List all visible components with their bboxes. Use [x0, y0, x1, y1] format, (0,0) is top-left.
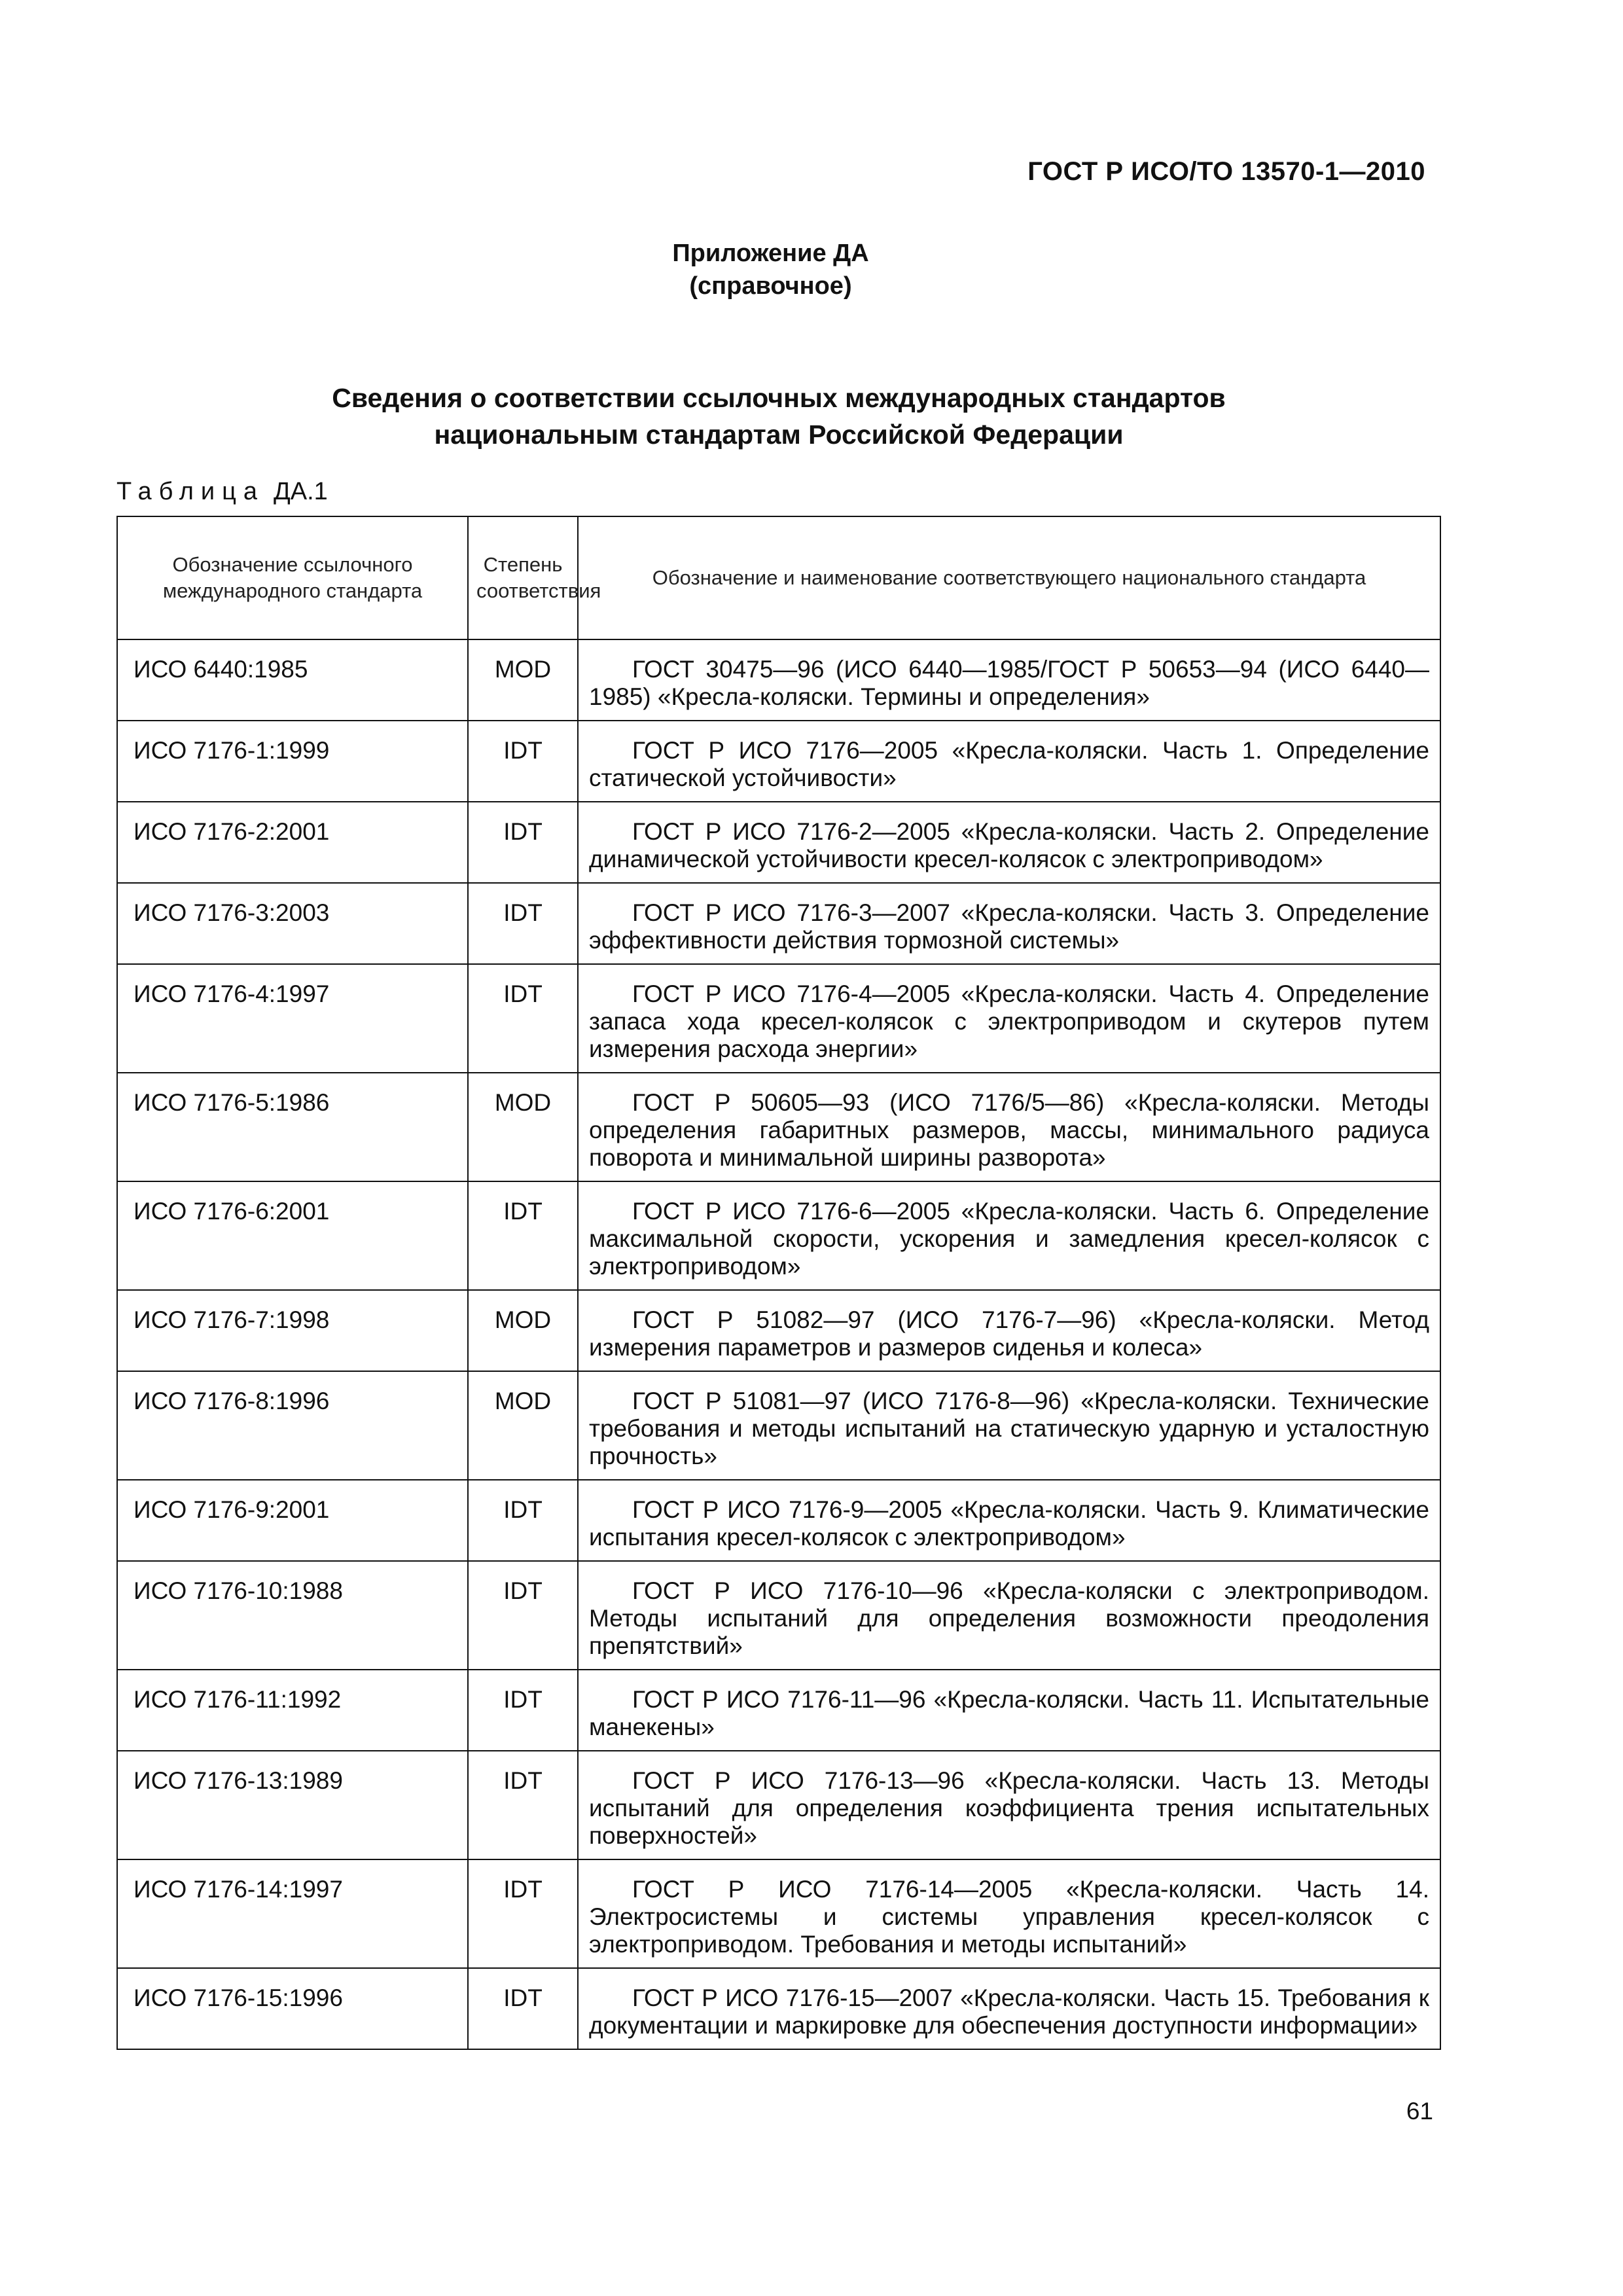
national-standard-cell: ГОСТ Р 51081—97 (ИСО 7176-8—96) «Кресла-коляски. Технические требования и методы испытаний на статическую ударную и усталостную прочность»: [578, 1371, 1440, 1480]
national-standard-cell: ГОСТ 30475—96 (ИСО 6440—1985/ГОСТ Р 50653—94 (ИСО 6440—1985) «Кресла-коляски. Термины и определения»: [578, 639, 1440, 721]
national-standard-cell: ГОСТ Р ИСО 7176-3—2007 «Кресла-коляски. Часть 3. Определение эффективности действия тормозной системы»: [578, 883, 1440, 964]
table-row: [117, 1561, 1440, 1670]
table-row: [117, 1073, 1440, 1181]
column-header-national-standard: Обозначение и наименование соответствующего национального стандарта: [578, 516, 1440, 639]
degree-cell: IDT: [468, 1480, 578, 1561]
table-header-row: [117, 516, 1440, 639]
reference-standard-cell: ИСО 7176-9:2001: [117, 1480, 468, 1561]
degree-cell: MOD: [468, 1073, 578, 1181]
table-row: [117, 721, 1440, 802]
standards-correspondence-table: [116, 516, 1441, 2050]
degree-cell: IDT: [468, 964, 578, 1073]
national-standard-cell: ГОСТ Р ИСО 7176-4—2005 «Кресла-коляски. Часть 4. Определение запаса хода кресел-колясок с электроприводом и скутеров путем измерения расхода энергии»: [578, 964, 1440, 1073]
table-row: [117, 1670, 1440, 1751]
degree-cell: MOD: [468, 1371, 578, 1480]
national-standard-cell: ГОСТ Р ИСО 7176-9—2005 «Кресла-коляски. Часть 9. Климатические испытания кресел-колясок с электроприводом»: [578, 1480, 1440, 1561]
reference-standard-cell: ИСО 7176-13:1989: [117, 1751, 468, 1859]
national-standard-cell: ГОСТ Р ИСО 7176-11—96 «Кресла-коляски. Часть 11. Испытательные манекены»: [578, 1670, 1440, 1751]
degree-cell: IDT: [468, 1181, 578, 1290]
degree-cell: IDT: [468, 1670, 578, 1751]
table-row: [117, 639, 1440, 721]
national-standard-cell: ГОСТ Р ИСО 7176-14—2005 «Кресла-коляски. Часть 14. Электросистемы и системы управления кресел-колясок с электроприводом. Требования и методы испытаний»: [578, 1859, 1440, 1968]
degree-cell: IDT: [468, 1751, 578, 1859]
table-row: [117, 883, 1440, 964]
table-row: [117, 1859, 1440, 1968]
appendix-subtitle: (справочное): [689, 272, 852, 300]
table-row: [117, 1181, 1440, 1290]
document-title: [0, 380, 1558, 453]
reference-standard-cell: ИСО 7176-11:1992: [117, 1670, 468, 1751]
table-row: [117, 1480, 1440, 1561]
table-row: [117, 1751, 1440, 1859]
national-standard-cell: ГОСТ Р ИСО 7176—2005 «Кресла-коляски. Часть 1. Определение статической устойчивости»: [578, 721, 1440, 802]
reference-standard-cell: ИСО 7176-1:1999: [117, 721, 468, 802]
document-title-line-2: национальным стандартам Российской Федерации: [434, 420, 1124, 450]
table-row: [117, 964, 1440, 1073]
reference-standard-cell: ИСО 7176-15:1996: [117, 1968, 468, 2049]
reference-standard-cell: ИСО 6440:1985: [117, 639, 468, 721]
table-row: [117, 802, 1440, 883]
degree-cell: IDT: [468, 721, 578, 802]
reference-standard-cell: ИСО 7176-3:2003: [117, 883, 468, 964]
degree-cell: IDT: [468, 802, 578, 883]
degree-cell: MOD: [468, 1290, 578, 1371]
reference-standard-cell: ИСО 7176-6:2001: [117, 1181, 468, 1290]
national-standard-cell: ГОСТ Р ИСО 7176-13—96 «Кресла-коляски. Часть 13. Методы испытаний для определения коэффициента трения испытательных поверхностей»: [578, 1751, 1440, 1859]
appendix-title: Приложение ДА: [672, 240, 869, 267]
degree-cell: IDT: [468, 1859, 578, 1968]
national-standard-cell: ГОСТ Р 51082—97 (ИСО 7176-7—96) «Кресла-коляски. Метод измерения параметров и размеров сиденья и колеса»: [578, 1290, 1440, 1371]
national-standard-cell: ГОСТ Р ИСО 7176-10—96 «Кресла-коляски с электроприводом. Методы испытаний для определения возможности преодоления препятствий»: [578, 1561, 1440, 1670]
national-standard-cell: ГОСТ Р ИСО 7176-2—2005 «Кресла-коляски. Часть 2. Определение динамической устойчивости кресел-колясок с электроприводом»: [578, 802, 1440, 883]
document-code: ГОСТ Р ИСО/ТО 13570-1—2010: [1027, 157, 1425, 186]
column-header-reference-standard: Обозначение ссылочного международного стандарта: [117, 516, 468, 639]
reference-standard-cell: ИСО 7176-10:1988: [117, 1561, 468, 1670]
degree-cell: IDT: [468, 1561, 578, 1670]
table-row: [117, 1290, 1440, 1371]
degree-cell: IDT: [468, 883, 578, 964]
table-row: [117, 1371, 1440, 1480]
national-standard-cell: ГОСТ Р ИСО 7176-15—2007 «Кресла-коляски. Часть 15. Требования к документации и маркировке для обеспечения доступности информации»: [578, 1968, 1440, 2049]
reference-standard-cell: ИСО 7176-5:1986: [117, 1073, 468, 1181]
reference-standard-cell: ИСО 7176-14:1997: [117, 1859, 468, 1968]
national-standard-cell: ГОСТ Р ИСО 7176-6—2005 «Кресла-коляски. Часть 6. Определение максимальной скорости, ускорения и замедления кресел-колясок с электроприводом»: [578, 1181, 1440, 1290]
column-header-degree-of-correspondence: Степень соответствия: [468, 516, 578, 639]
degree-cell: IDT: [468, 1968, 578, 2049]
reference-standard-cell: ИСО 7176-4:1997: [117, 964, 468, 1073]
national-standard-cell: ГОСТ Р 50605—93 (ИСО 7176/5—86) «Кресла-коляски. Методы определения габаритных размеров, массы, минимального радиуса поворота и минимальной ширины разворота»: [578, 1073, 1440, 1181]
table-caption-number: ДА.1: [274, 478, 328, 505]
appendix-heading: [0, 237, 1541, 302]
page-number: 61: [1406, 2098, 1433, 2125]
table-caption-word: Таблица: [116, 478, 264, 505]
degree-cell: MOD: [468, 639, 578, 721]
reference-standard-cell: ИСО 7176-7:1998: [117, 1290, 468, 1371]
reference-standard-cell: ИСО 7176-8:1996: [117, 1371, 468, 1480]
document-title-line-1: Сведения о соответствии ссылочных международных стандартов: [332, 383, 1226, 413]
table-caption: [116, 478, 328, 506]
table-row: [117, 1968, 1440, 2049]
reference-standard-cell: ИСО 7176-2:2001: [117, 802, 468, 883]
